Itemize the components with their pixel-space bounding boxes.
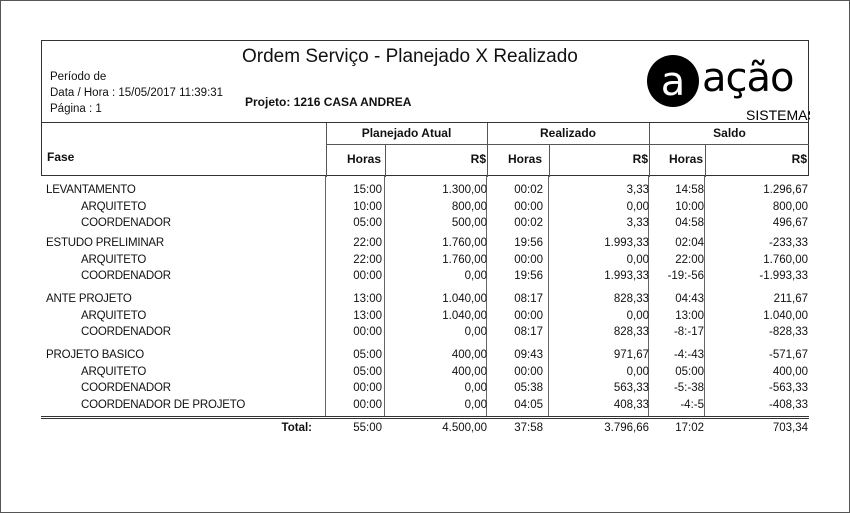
report (41, 40, 809, 438)
value-cell: -828,33 (768, 326, 808, 338)
value-cell: 13:00 (675, 310, 704, 322)
svg-text:a: a (660, 59, 686, 105)
value-cell: -4:-43 (673, 349, 704, 361)
value-cell: -4:-5 (680, 399, 704, 411)
value-cell: 00:00 (353, 382, 382, 394)
fase-cell: COORDENADOR (81, 217, 171, 229)
col-header-horas-planejado: Horas (346, 152, 381, 166)
value-cell: 0,00 (626, 310, 649, 322)
value-cell: -571,67 (768, 349, 808, 361)
value-cell: 00:00 (514, 366, 543, 378)
value-cell: 09:43 (514, 349, 543, 361)
table-row (41, 200, 809, 217)
value-cell: 22:00 (675, 254, 704, 266)
value-cell: 563,33 (613, 382, 649, 394)
table-row (41, 216, 809, 233)
value-cell: -8:-17 (673, 326, 704, 338)
value-cell: 04:43 (675, 293, 704, 305)
value-cell: 1.040,00 (442, 310, 487, 322)
value-cell: 22:00 (353, 237, 382, 249)
value-cell: -1.993,33 (759, 270, 808, 282)
value-cell: 05:38 (514, 382, 543, 394)
fase-cell: COORDENADOR (81, 382, 171, 394)
group-header-saldo: Saldo (713, 126, 746, 140)
value-cell: 00:00 (514, 201, 543, 213)
value-cell: 0,00 (464, 382, 487, 394)
value-cell: 13:00 (353, 293, 382, 305)
value-cell: 15:00 (353, 184, 382, 196)
svg-text:ação: ação (702, 55, 794, 101)
projeto-label: Projeto: 1216 CASA ANDREA (245, 95, 412, 109)
value-cell: 3,33 (626, 217, 649, 229)
value-cell: 211,67 (773, 293, 808, 305)
value-cell: 00:00 (514, 310, 543, 322)
report-title: Ordem Serviço - Planejado X Realizado (242, 46, 578, 67)
total-label: Total: (281, 422, 312, 434)
value-cell: 04:58 (675, 217, 704, 229)
value-cell: 1.296,67 (763, 184, 808, 196)
value-cell: 408,33 (613, 399, 649, 411)
value-cell: 0,00 (464, 399, 487, 411)
total-horas-realizado: 37:58 (514, 422, 543, 434)
periodo-label: Período de (50, 71, 107, 83)
value-cell: 00:00 (353, 399, 382, 411)
table-row (41, 348, 809, 365)
total-rs-realizado: 3.796,66 (604, 422, 649, 434)
fase-cell: ESTUDO PRELIMINAR (46, 237, 165, 249)
svg-text:SISTEMAS: SISTEMAS (746, 107, 810, 123)
total-horas-saldo: 17:02 (675, 422, 704, 434)
table-row (41, 325, 809, 342)
value-cell: 3,33 (626, 184, 649, 196)
fase-cell: COORDENADOR DE PROJETO (81, 399, 246, 411)
fase-header: Fase (47, 150, 75, 164)
table-row (41, 253, 809, 270)
table-header (41, 122, 809, 176)
acao-sistemas-logo (646, 43, 810, 123)
fase-cell: PROJETO BASICO (46, 349, 144, 361)
value-cell: 00:02 (514, 217, 543, 229)
value-cell: 0,00 (626, 254, 649, 266)
value-cell: -19:-56 (667, 270, 704, 282)
col-header-rs-realizado: R$ (632, 152, 648, 166)
value-cell: 22:00 (353, 254, 382, 266)
value-cell: -233,33 (768, 237, 808, 249)
value-cell: 05:00 (353, 349, 382, 361)
value-cell: 496,67 (772, 217, 808, 229)
value-cell: 828,33 (613, 293, 649, 305)
value-cell: 1.760,00 (442, 254, 487, 266)
value-cell: 00:02 (514, 184, 543, 196)
value-cell: 1.040,00 (442, 293, 487, 305)
value-cell: 05:00 (353, 217, 382, 229)
total-row (41, 421, 809, 438)
value-cell: 04:05 (514, 399, 543, 411)
value-cell: 10:00 (353, 201, 382, 213)
value-cell: 828,33 (613, 326, 649, 338)
col-header-rs-saldo: R$ (791, 152, 807, 166)
fase-cell: ARQUITETO (81, 254, 147, 266)
table-row (41, 309, 809, 326)
group-header-realizado: Realizado (539, 126, 596, 140)
data-hora: Data / Hora : 15/05/2017 11:39:31 (50, 87, 224, 99)
value-cell: 1.993,33 (604, 270, 649, 282)
value-cell: 08:17 (514, 326, 543, 338)
table-row (41, 381, 809, 398)
fase-cell: LEVANTAMENTO (46, 184, 136, 196)
value-cell: 05:00 (675, 366, 704, 378)
col-header-rs-planejado: R$ (470, 152, 486, 166)
total-horas-planejado: 55:00 (353, 422, 382, 434)
value-cell: 1.993,33 (604, 237, 649, 249)
fase-cell: ARQUITETO (81, 310, 147, 322)
col-header-horas-saldo: Horas (668, 152, 703, 166)
value-cell: 800,00 (772, 201, 808, 213)
value-cell: 19:56 (514, 270, 543, 282)
value-cell: -5:-38 (673, 382, 704, 394)
pagina: Página : 1 (50, 103, 102, 115)
table-row (41, 236, 809, 253)
value-cell: 1.040,00 (763, 310, 808, 322)
value-cell: 00:00 (514, 254, 543, 266)
table-row (41, 292, 809, 309)
value-cell: 0,00 (626, 201, 649, 213)
total-rs-planejado: 4.500,00 (442, 422, 487, 434)
value-cell: 00:00 (353, 270, 382, 282)
value-cell: 1.760,00 (763, 254, 808, 266)
col-header-horas-realizado: Horas (507, 152, 542, 166)
value-cell: -408,33 (768, 399, 808, 411)
value-cell: 500,00 (451, 217, 487, 229)
value-cell: 08:17 (514, 293, 543, 305)
table-row (41, 269, 809, 286)
value-cell: 800,00 (451, 201, 487, 213)
value-cell: 13:00 (353, 310, 382, 322)
group-header-planejado: Planejado Atual (361, 126, 452, 140)
value-cell: 400,00 (451, 366, 487, 378)
fase-cell: COORDENADOR (81, 270, 171, 282)
total-rs-saldo: 703,34 (772, 422, 808, 434)
value-cell: 0,00 (626, 366, 649, 378)
value-cell: -563,33 (768, 382, 808, 394)
value-cell: 19:56 (514, 237, 543, 249)
value-cell: 400,00 (451, 349, 487, 361)
fase-cell: COORDENADOR (81, 326, 171, 338)
fase-cell: ARQUITETO (81, 201, 147, 213)
report-header (41, 40, 809, 122)
value-cell: 1.760,00 (442, 237, 487, 249)
value-cell: 0,00 (464, 326, 487, 338)
value-cell: 05:00 (353, 366, 382, 378)
value-cell: 00:00 (353, 326, 382, 338)
fase-cell: ANTE PROJETO (46, 293, 132, 305)
value-cell: 971,67 (613, 349, 649, 361)
fase-cell: ARQUITETO (81, 366, 147, 378)
value-cell: 10:00 (675, 201, 704, 213)
value-cell: 1.300,00 (442, 184, 487, 196)
value-cell: 14:58 (675, 184, 704, 196)
table-row (41, 183, 809, 200)
table-row (41, 365, 809, 382)
value-cell: 0,00 (464, 270, 487, 282)
table-row (41, 398, 809, 415)
value-cell: 400,00 (772, 366, 808, 378)
value-cell: 02:04 (675, 237, 704, 249)
